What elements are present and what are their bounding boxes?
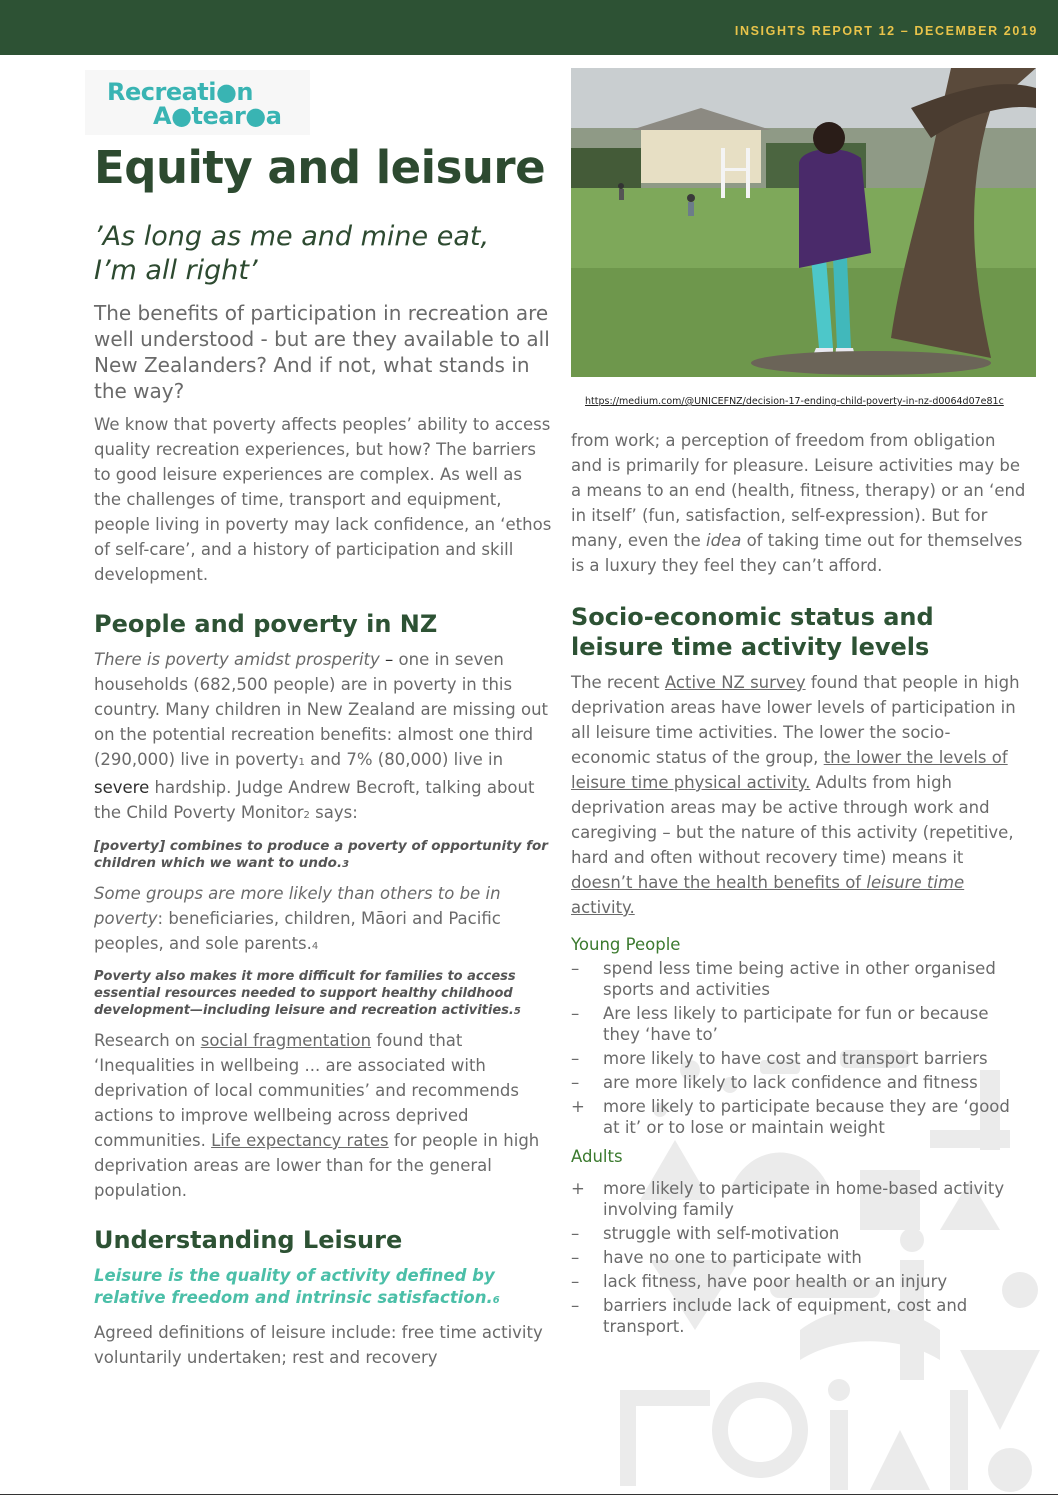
leisure-time-activity-link[interactable]: the lower the levels of leisure time physical activity. [571,748,1008,792]
recreation-aotearoa-logo [85,70,310,135]
list-marker: – [571,1272,580,1291]
list-marker: – [571,1296,580,1315]
section-heading-people-poverty: People and poverty in NZ [94,610,438,638]
list-item [571,1048,1026,1069]
text: more likely to participate because they are ‘good at it’ or to lose or maintain weight [603,1097,1010,1137]
left-column [94,140,554,1370]
list-item [571,1271,1026,1292]
socio-economic-paragraph [571,670,1026,920]
lede-paragraph: The benefits of participation in recreation are well understood - but are they available to all New Zealanders? And if not, what stands in the way? [94,301,550,403]
report-label: INSIGHTS REPORT 12 – DECEMBER 2019 [734,24,1038,38]
poverty-paragraph [94,647,554,828]
text: [poverty] combines to produce a poverty of opportunity for children which we want to undo. [94,838,548,871]
list-item [571,1178,1026,1220]
list-item [571,1295,1026,1337]
text: from work; a perception of freedom from obligation and is primarily for pleasure. Leisure activities may be a means to an end (health, fitness, therapy) or an ‘end in itself’ (fun, satisfaction, self-expression). But for many, even the [571,431,1026,550]
text: spend less time being active in other organised sports and activities [603,959,996,999]
logo-line-2: A●tear●a [153,102,282,130]
text: found that people in high deprivation areas have lower levels of participation in all leisure time activities. The lower the socio-economic status of the group, [571,673,1020,767]
text: for people in high deprivation areas are lower than for the general population. [94,1131,540,1200]
idea-word: idea [706,531,742,550]
page-title: Equity and leisure [94,141,546,194]
text: Are less likely to participate for fun or because they ‘have to’ [603,1004,989,1044]
header-bar [0,0,1058,55]
pull-quote-line-1: ’As long as me and mine eat, [94,221,490,252]
list-item [571,1223,1026,1244]
child-in-park-photo [571,68,1036,377]
list-marker: + [571,1097,585,1116]
list-item [571,1072,1026,1093]
social-fragmentation-link[interactable]: social fragmentation [200,1031,372,1050]
adults-heading: Adults [571,1147,623,1166]
list-marker: – [571,1004,580,1023]
adults-list [571,1178,1026,1337]
footnote-ref-5[interactable]: 5 [513,1006,521,1017]
list-item [571,958,1026,1000]
young-people-list [571,958,1026,1138]
section-heading-socio-economic: Socio-economic status and leisure time activity levels [571,603,934,661]
footnote-ref-6[interactable]: 6 [492,1295,500,1306]
text: barriers include lack of equipment, cost and transport. [603,1296,968,1336]
right-column [571,428,1026,1340]
life-expectancy-link[interactable]: Life expectancy rates [211,1131,389,1150]
groups-paragraph [94,881,554,959]
pull-quote [94,220,554,288]
leisure-definitions-paragraph: Agreed definitions of leisure include: free time activity voluntarily undertaken; rest and recovery [94,1323,543,1367]
list-marker: – [571,959,580,978]
dash: – [379,650,399,669]
text: The recent [571,673,665,692]
footnote-ref-1[interactable]: 1 [298,757,305,768]
severe-word: severe [94,778,150,797]
text: one in seven households (682,500 people) are in poverty in this country. Many children in New Zealand are missing out on the potential recreation benefits: almost one third (290,000) live in poverty [94,650,549,769]
list-marker: – [571,1248,580,1267]
list-marker: – [571,1073,580,1092]
leisure-definition [94,1265,554,1312]
photo-illustration [571,68,1036,377]
text: are more likely to lack confidence and fitness [603,1073,978,1092]
text: Research on [94,1031,201,1050]
block-quote-resources [94,968,554,1020]
text: leisure time [866,873,965,892]
bottom-rule [0,1494,1058,1495]
health-benefits-link[interactable] [571,873,964,917]
photo-credit-link[interactable]: https://medium.com/@UNICEFNZ/decision-17-ending-child-poverty-in-nz-d0064d07e81c [585,396,1004,407]
list-item [571,1003,1026,1045]
leisure-continuation-paragraph [571,428,1026,578]
text: struggle with self-motivation [603,1224,840,1243]
text: of taking time out for themselves is a luxury they feel they can’t afford. [571,531,1023,575]
pull-quote-line-2: I’m all right’ [94,255,258,286]
text: more likely to have cost and transport barriers [603,1049,988,1068]
text: activity. [571,898,635,917]
young-people-heading: Young People [571,935,681,954]
text: doesn’t have the health benefits of [571,873,867,892]
text: more likely to participate in home-based activity involving family [603,1179,1005,1219]
text: lack fitness, have poor health or an injury [603,1272,948,1291]
block-quote-opportunity [94,838,554,873]
text: and 7% (80,000) live in [304,750,504,769]
list-marker: + [571,1179,585,1198]
list-item [571,1247,1026,1268]
text: Leisure is the quality of activity defined by relative freedom and intrinsic satisfaction. [94,1266,495,1307]
footnote-ref-2[interactable]: 2 [303,810,310,821]
active-nz-survey-link[interactable]: Active NZ survey [664,673,806,692]
list-marker: – [571,1224,580,1243]
footnote-ref-3[interactable]: 3 [342,859,350,870]
list-item [571,1096,1026,1138]
text: : beneficiaries, children, Māori and Pacific peoples, and sole parents. [94,909,501,953]
groups-lead: Some groups are more likely than others to be in poverty [94,884,501,928]
text: hardship. Judge Andrew Becroft, talking about the Child Poverty Monitor [94,778,535,822]
section-heading-understanding-leisure: Understanding Leisure [94,1226,403,1254]
logo-line-1: Recreati●n [107,78,254,106]
fragmentation-paragraph [94,1028,554,1203]
text: says: [309,803,358,822]
text: Poverty also makes it more difficult for families to access essential resources needed to support healthy childhood development—including leisure and recreation activities. [94,969,516,1018]
text: found that ‘Inequalities in wellbeing ... are associated with deprivation of local communities’ and recommends actions to improve wellbeing across deprived communities. [94,1031,519,1150]
intro-paragraph: We know that poverty affects peoples’ ability to access quality recreation experiences, but how? The barriers to good leisure experiences are complex. As well as the challenges of time, transport and equipment, people living in poverty may lack confidence, an ‘ethos of self-care’, and a history of participation and skill development. [94,415,552,584]
text: have no one to participate with [603,1248,862,1267]
poverty-lead: There is poverty amidst prosperity [94,650,380,669]
text: Adults from high deprivation areas may be active through work and caregiving – but the nature of this activity (repetitive, hard and often without recovery time) means it [571,773,1014,867]
footnote-ref-4[interactable]: 4 [311,941,319,952]
list-marker: – [571,1049,580,1068]
